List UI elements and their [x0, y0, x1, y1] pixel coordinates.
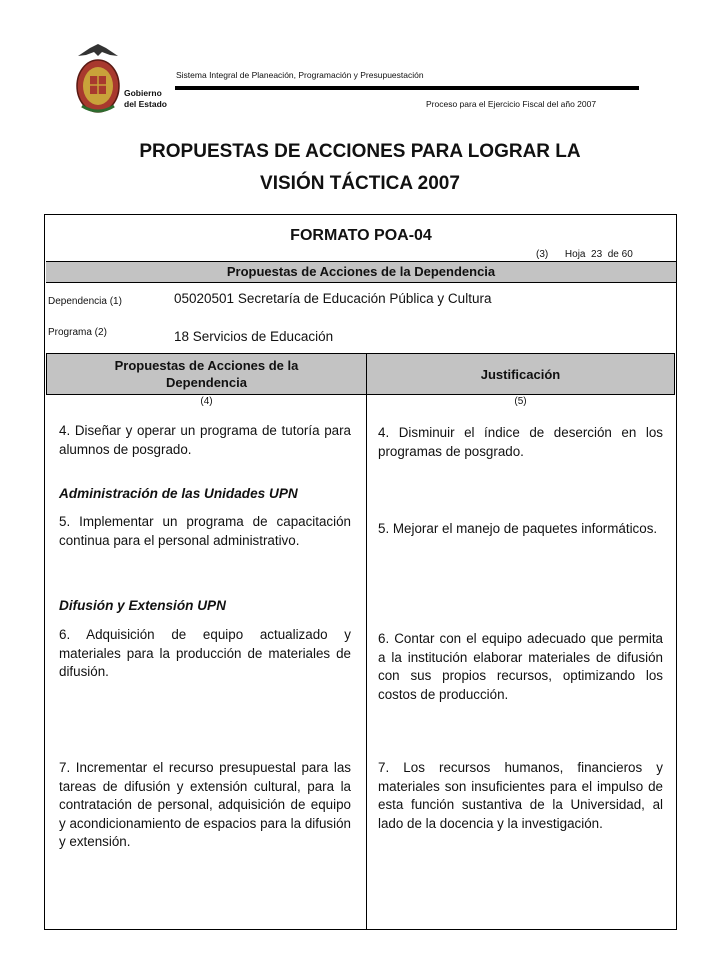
form-left-border — [44, 214, 45, 930]
column-ref-actions: (4) — [200, 396, 213, 407]
action-item-6: 6. Adquisición de equipo actualizado y materiales para la producción de materiales de difusión. — [59, 627, 351, 679]
column-header-actions: Propuestas de Acciones de la Dependencia — [46, 353, 367, 395]
section-heading-admin: Administración de las Unidades UPN — [59, 486, 298, 501]
action-item-5: 5. Implementar un programa de capacitación continua para el personal administrativo. — [59, 514, 351, 548]
justification-item-7: 7. Los recursos humanos, financieros y materiales son insuficientes para el impulso de esta función sustantiva de la Universidad, al lado de la docencia y la investigación. — [378, 760, 663, 831]
programa-label: Programa (2) — [48, 327, 107, 338]
form-bottom-border — [44, 929, 677, 930]
page-title: PROPUESTAS DE ACCIONES PARA LOGRAR LA VISIÓN TÁCTICA 2007 — [139, 141, 581, 194]
section-band: Propuestas de Acciones de la Dependencia — [46, 261, 676, 283]
government-label: Gobierno del Estado — [124, 88, 167, 109]
section-heading-difusion: Difusión y Extensión UPN — [59, 598, 226, 613]
header-rule — [175, 86, 639, 90]
page-indicator: (3) Hoja 23 de 60 — [536, 249, 633, 260]
state-crest-logo — [72, 42, 124, 114]
form-right-border — [676, 214, 677, 930]
system-name: Sistema Integral de Planeación, Programación y Presupuestación — [176, 70, 424, 80]
justification-item-6: 6. Contar con el equipo adecuado que permita a la institución elaborar materiales de difusión con sus propios recursos, optimizando los costos de producción. — [378, 631, 663, 702]
column-divider — [366, 395, 367, 929]
action-item-7: 7. Incrementar el recurso presupuestal para las tareas de difusión y extensión cultural, para la contratación de personal, adquisición de equipo y acondicionamiento de espacios para la difusión y extensión. — [59, 760, 351, 849]
programa-value: 18 Servicios de Educación — [174, 329, 334, 344]
dependencia-label: Dependencia (1) — [48, 296, 122, 307]
dependencia-value: 05020501 Secretaría de Educación Pública y Cultura — [174, 291, 492, 306]
column-header-justification: Justificación — [366, 353, 675, 395]
justification-item-4: 4. Disminuir el índice de deserción en los programas de posgrado. — [378, 425, 663, 459]
action-item-4: 4. Diseñar y operar un programa de tutoría para alumnos de posgrado. — [59, 423, 351, 457]
form-name: FORMATO POA-04 — [290, 227, 432, 244]
form-top-border — [44, 214, 677, 215]
justification-item-5: 5. Mejorar el manejo de paquetes informáticos. — [378, 521, 658, 536]
process-label: Proceso para el Ejercicio Fiscal del año 2007 — [426, 99, 597, 109]
column-ref-justification: (5) — [514, 396, 527, 407]
